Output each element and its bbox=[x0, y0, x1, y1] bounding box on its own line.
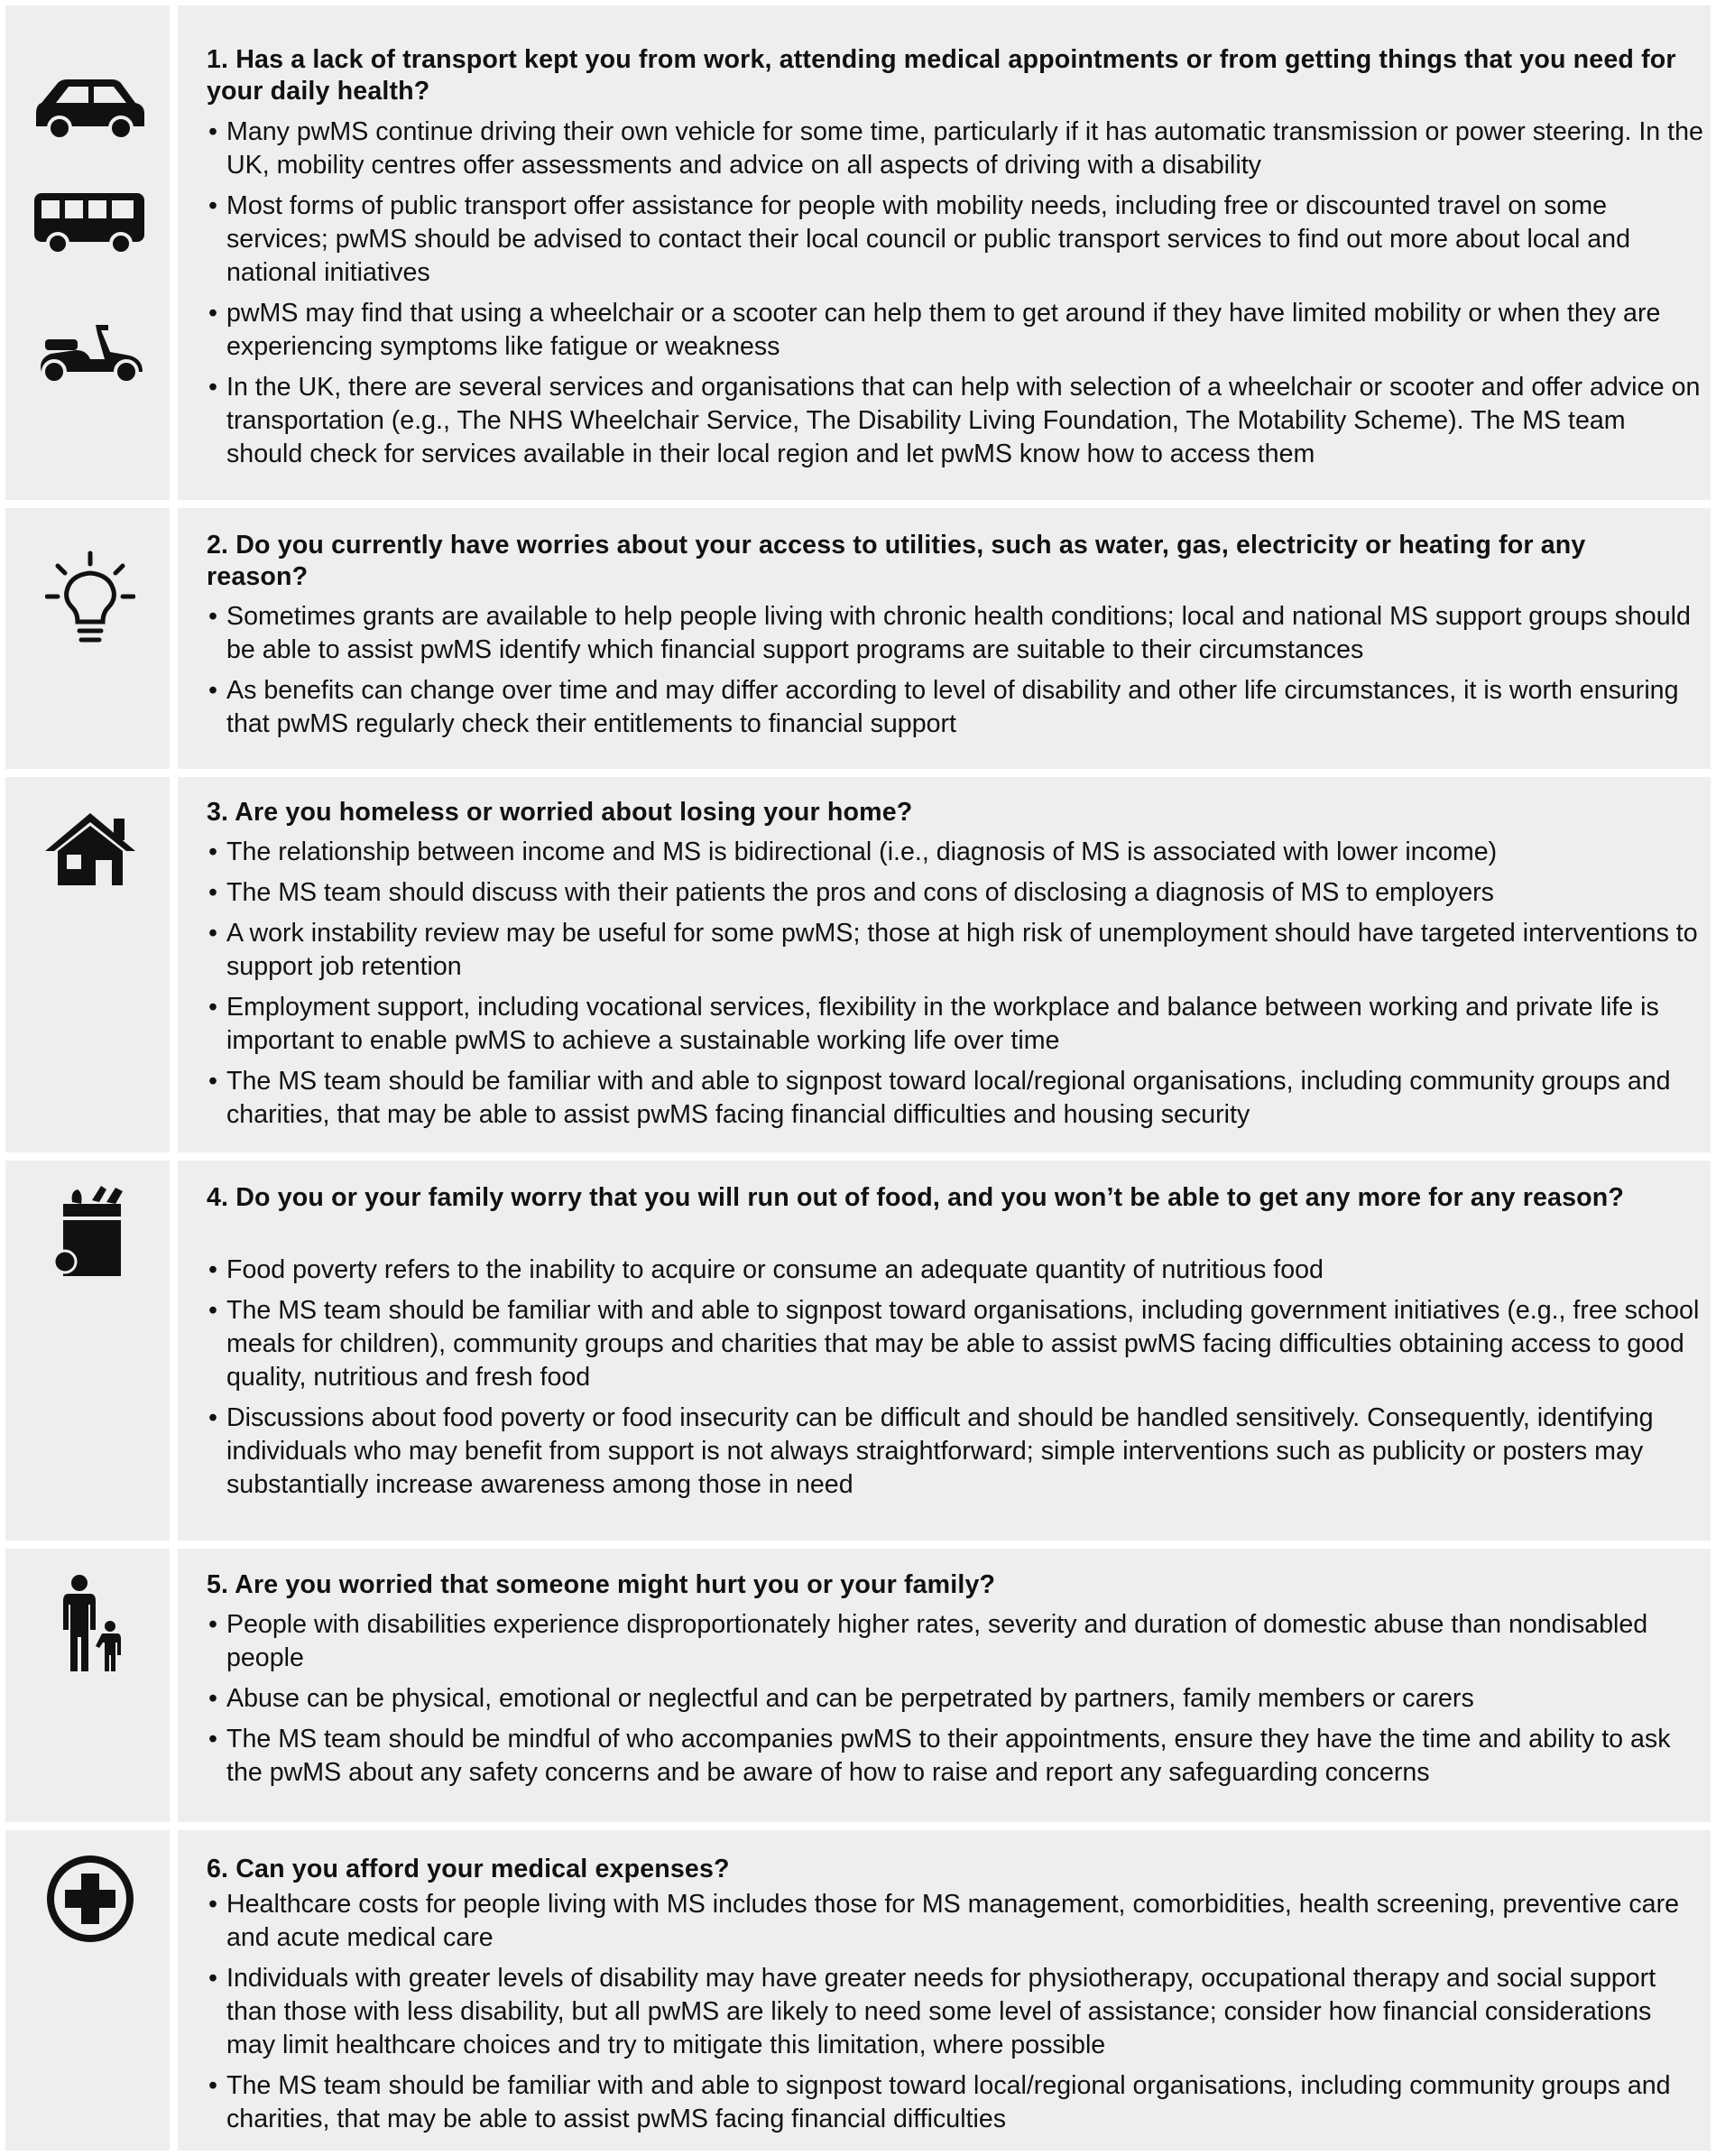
bullet-item: • Discussions about food poverty or food insecurity can be difficult and should be handled sensitively. Consequently, identifying individuals who may benefit from support is not always straightforward; simple interventions such as publicity or posters may substantially increase awareness among those in need bbox=[208, 1403, 1654, 1499]
section-safety bbox=[5, 1549, 1711, 1822]
lightbulb-icon bbox=[45, 550, 135, 651]
scooter-icon bbox=[32, 319, 146, 384]
parent-child-icon bbox=[56, 1574, 125, 1675]
medical-cross-icon bbox=[45, 1854, 135, 1944]
bullet-item: • The MS team should be familiar with and able to signpost toward local/regional organisations, including community groups and charities, that may be able to assist pwMS facing financial difficulties and housing security bbox=[208, 1067, 1671, 1129]
bullet-item: • Abuse can be physical, emotional or neglectful and can be perpetrated by partners, family members or carers bbox=[208, 1684, 1474, 1713]
question-2: 2. Do you currently have worries about your access to utilities, such as water, gas, electricity or heating for any reason? bbox=[207, 531, 1586, 591]
bullet-list bbox=[207, 1608, 1703, 1797]
section-utilities bbox=[5, 508, 1711, 769]
section-medical bbox=[5, 1830, 1711, 2151]
bullet-item: • Individuals with greater levels of disability may have greater needs for physiotherapy, occupational therapy and social support than those with less disability, but all pwMS are likely to need some level of assistance; consider how financial considerations may limit healthcare choices and try to mitigate this limitation, where possible bbox=[208, 1964, 1656, 2059]
grocery-bag-icon bbox=[52, 1184, 128, 1278]
bullet-item: • Most forms of public transport offer assistance for people with mobility needs, including free or discounted travel on some services; pwMS should be advised to contact their local council or public transport services to find out more about local and national initiatives bbox=[208, 191, 1630, 287]
icon-column bbox=[5, 1161, 170, 1541]
bullet-item: • The MS team should be familiar with and able to signpost toward organisations, including government initiatives (e.g., free school meals for children), community groups and charities that may be able to assist pwMS facing difficulties obtaining access to good quality, nutritious and fresh food bbox=[208, 1296, 1700, 1392]
text-column bbox=[178, 1549, 1711, 1822]
section-housing bbox=[5, 777, 1711, 1152]
question-3: 3. Are you homeless or worried about losing your home? bbox=[207, 798, 913, 827]
bullet-item: • A work instability review may be useful for some pwMS; those at high risk of unemployment should have targeted interventions to support job retention bbox=[208, 919, 1698, 981]
bullet-list bbox=[207, 116, 1703, 478]
bullet-item: • Food poverty refers to the inability to acquire or consume an adequate quantity of nutritious food bbox=[208, 1255, 1324, 1284]
bullet-item: • The MS team should be familiar with and able to signpost toward local/regional organisations, including community groups and charities, that may be able to assist pwMS facing financial difficulties bbox=[208, 2071, 1671, 2133]
question-1: 1. Has a lack of transport kept you from work, attending medical appointments or from getting things that you need for your daily health? bbox=[207, 45, 1676, 106]
section-transport bbox=[5, 5, 1711, 500]
bullet-item: • The relationship between income and MS is bidirectional (i.e., diagnosis of MS is associated with lower income) bbox=[208, 837, 1498, 866]
bullet-item: • Employment support, including vocational services, flexibility in the workplace and balance between working and private life is important to enable pwMS to achieve a sustainable working life over time bbox=[208, 993, 1659, 1055]
bullet-item: • In the UK, there are several services and organisations that can help with selection of a wheelchair or scooter and offer advice on transportation (e.g., The NHS Wheelchair Service, The Disability Living Foundation, The Motability Scheme). The MS team should check for services available in their local region and let pwMS know how to access them bbox=[208, 373, 1701, 468]
bullet-item: • People with disabilities experience disproportionately higher rates, severity and duration of domestic abuse than nondisabled people bbox=[208, 1610, 1648, 1672]
bullet-list bbox=[207, 836, 1703, 1139]
text-column bbox=[178, 5, 1711, 500]
text-column bbox=[178, 777, 1711, 1152]
bullet-item: • The MS team should discuss with their patients the pros and cons of disclosing a diagnosis of MS to employers bbox=[208, 878, 1494, 907]
bullet-item: • The MS team should be mindful of who accompanies pwMS to their appointments, ensure they have the time and ability to ask the pwMS about any safety concerns and be aware of how to raise and report any safeguarding concerns bbox=[208, 1725, 1671, 1787]
icon-column bbox=[5, 1830, 170, 2151]
section-food bbox=[5, 1161, 1711, 1541]
bullet-item: • Many pwMS continue driving their own vehicle for some time, particularly if it has automatic transmission or power steering. In the UK, mobility centres offer assessments and advice on all aspects of driving with a disability bbox=[208, 117, 1703, 180]
bullet-item: • pwMS may find that using a wheelchair or a scooter can help them to get around if they have limited mobility or when they are experiencing symptoms like fatigue or weakness bbox=[208, 299, 1661, 361]
text-column bbox=[178, 508, 1711, 769]
bus-icon bbox=[32, 191, 146, 256]
icon-column bbox=[5, 1549, 170, 1822]
bullet-item: • Healthcare costs for people living with MS includes those for MS management, comorbidities, health screening, preventive care and acute medical care bbox=[208, 1890, 1679, 1952]
text-column bbox=[178, 1830, 1711, 2151]
question-4: 4. Do you or your family worry that you will run out of food, and you won’t be able to get any more for any reason? bbox=[207, 1183, 1624, 1212]
question-5: 5. Are you worried that someone might hurt you or your family? bbox=[207, 1570, 996, 1599]
text-column bbox=[178, 1161, 1711, 1541]
bullet-list bbox=[207, 600, 1703, 748]
bullet-list bbox=[207, 1888, 1703, 2143]
icon-column bbox=[5, 5, 170, 500]
bullet-item: • As benefits can change over time and may differ according to level of disability and other life circumstances, it is worth ensuring that pwMS regularly check their entitlements to financial support bbox=[208, 676, 1679, 738]
bullet-list bbox=[207, 1254, 1703, 1509]
house-icon bbox=[42, 810, 139, 887]
question-6: 6. Can you afford your medical expenses? bbox=[207, 1855, 730, 1883]
car-icon bbox=[32, 74, 148, 143]
icon-column bbox=[5, 508, 170, 769]
bullet-item: • Sometimes grants are available to help people living with chronic health conditions; local and national MS support groups should be able to assist pwMS identify which financial support programs are suitable to their circumstances bbox=[208, 602, 1691, 664]
icon-column bbox=[5, 777, 170, 1152]
